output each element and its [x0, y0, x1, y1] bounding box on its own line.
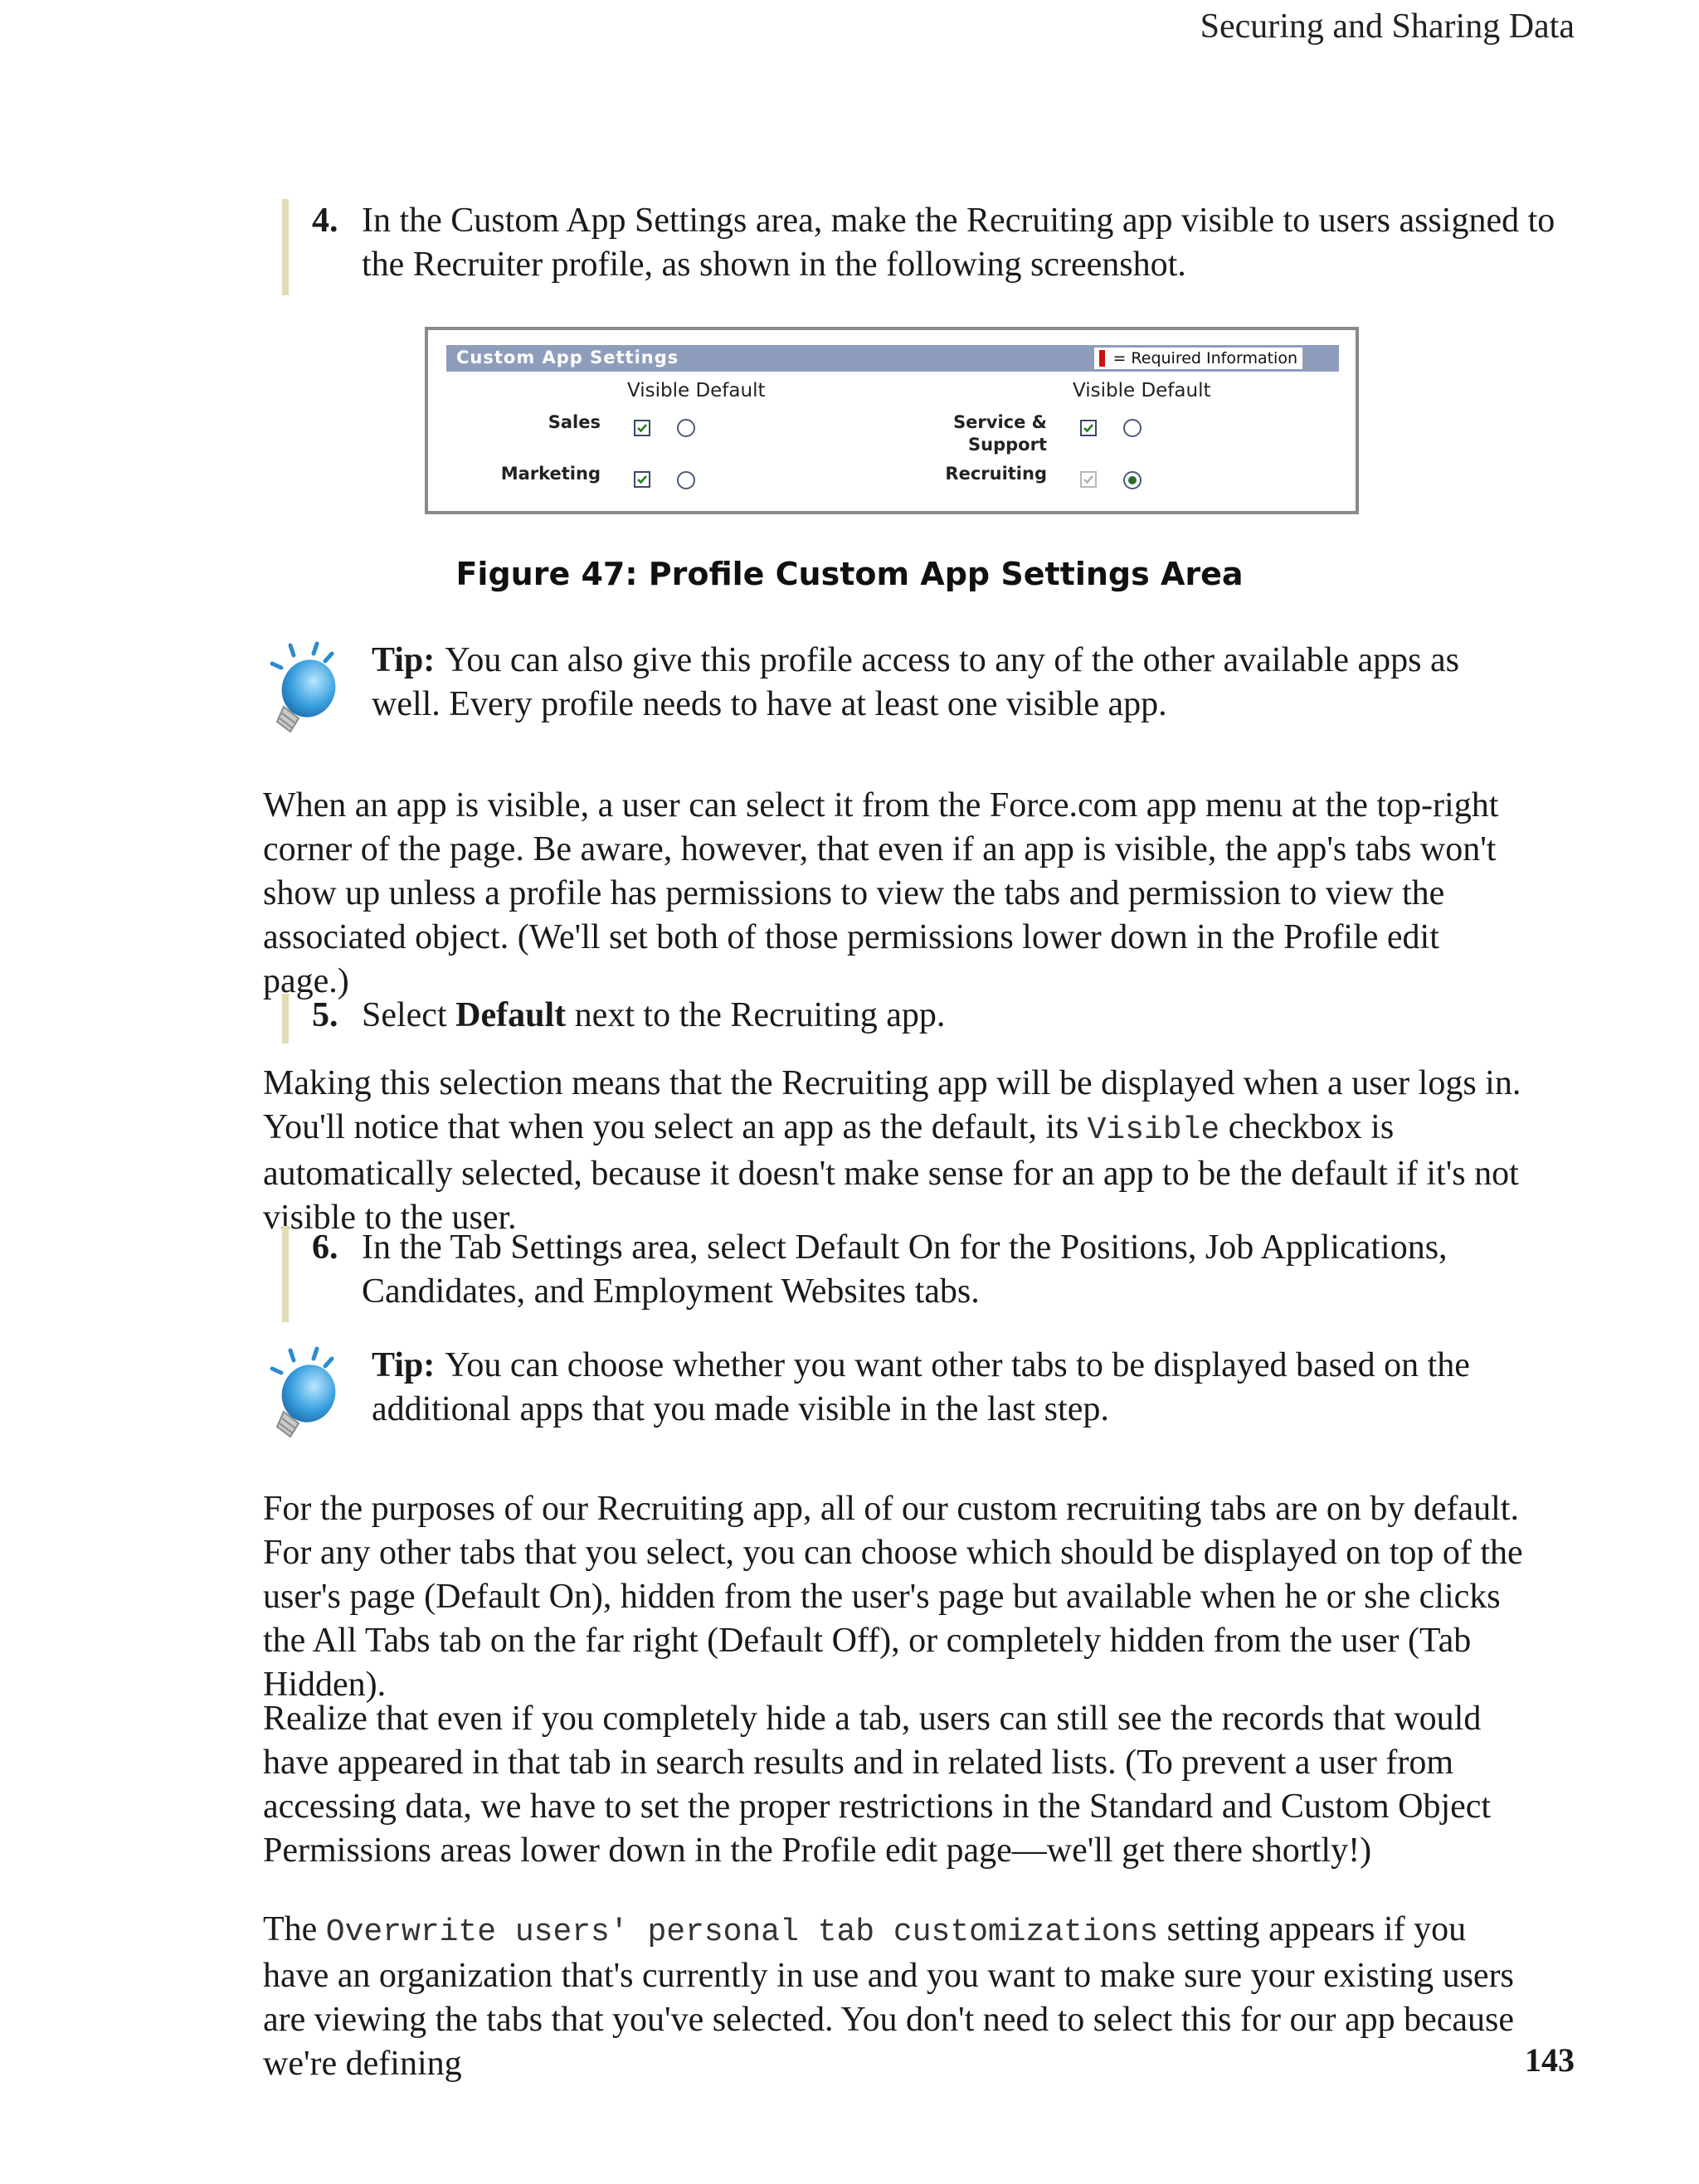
step-text: In the Tab Settings area, select Default On for the Positions, Job Applications, Candidates, and Employment Websites tabs.	[362, 1228, 1448, 1311]
default-radio-sales[interactable]	[677, 419, 695, 437]
tip-body: You can also give this profile access to any of the other available apps as well. Every profile needs to have at least one visible app.	[372, 641, 1459, 723]
checkmark-icon	[1083, 474, 1094, 485]
checkmark-icon	[636, 422, 648, 434]
tip-2	[265, 1344, 1526, 1460]
step-5	[282, 994, 1556, 1043]
required-marker-icon	[1099, 350, 1105, 367]
paragraph-overwrite-setting	[263, 1908, 1524, 2086]
app-label-line-1: Service &	[953, 412, 1047, 432]
default-radio-recruiting[interactable]	[1123, 471, 1142, 489]
visible-checkbox-sales[interactable]	[634, 420, 650, 436]
step-text: In the Custom App Settings area, make the Recruiting app visible to users assigned to the Recruiter profile, as shown in the following screenshot.	[362, 202, 1555, 284]
step-text-after: next to the Recruiting app.	[574, 996, 946, 1034]
step-4	[282, 199, 1556, 295]
step-text	[362, 994, 1556, 1038]
paragraph-tab-defaults: For the purposes of our Recruiting app, all of our custom recruiting tabs are on by default. For any other tabs that you select, you can choose which should be displayed on top of the user's page (Default On), hidden from the user's page but available when he or she clicks the All Tabs tab on the far right (Default Off), or completely hidden from the user (Tab Hidden).	[263, 1490, 1523, 1704]
checkmark-icon	[636, 474, 648, 485]
visible-checkbox-recruiting	[1080, 471, 1097, 488]
default-radio-service-support[interactable]	[1123, 419, 1142, 437]
tip-text	[372, 639, 1525, 727]
step-number: 6.	[312, 1228, 338, 1267]
tip-body: You can choose whether you want other tabs to be displayed based on the additional apps that you made visible in the last step.	[372, 1346, 1470, 1428]
column-header-right: Visible Default	[1073, 380, 1211, 401]
step-text-bold: Default	[455, 996, 567, 1034]
section-header-bar	[446, 345, 1339, 372]
tip-1	[265, 639, 1526, 755]
section-title: Custom App Settings	[456, 348, 679, 367]
step-text-before: Select	[362, 996, 447, 1034]
step-6	[282, 1226, 1556, 1322]
tip-label: Tip:	[372, 1346, 436, 1384]
required-info-legend	[1094, 348, 1302, 369]
page-number: 143	[1525, 2041, 1575, 2079]
lightbulb-icon	[265, 639, 348, 747]
step-number: 4.	[312, 202, 338, 240]
paragraph-app-visibility: When an app is visible, a user can select it from the Force.com app menu at the top-right corner of the page. Be aware, however, that even if an app is visible, the app's tabs won't show up unless a profile has permissions to view the tabs and permission to view the associated object. (We'll set both of those permissions lower down in the Profile edit page.)	[263, 786, 1499, 1000]
paragraph-hidden-tabs: Realize that even if you completely hide a tab, users can still see the records that would have appeared in that tab in search results and in related lists. (To prevent a user from accessing data, we have to set the proper restrictions in the Standard and Custom Object Permissions areas lower down in the Profile edit page—we'll get there shortly!)	[263, 1700, 1492, 1870]
app-label-recruiting: Recruiting	[945, 464, 1047, 484]
radio-selected-dot	[1128, 476, 1137, 484]
app-label-line-2: Support	[968, 435, 1047, 455]
app-label-sales: Sales	[548, 412, 601, 432]
step-number: 5.	[312, 996, 338, 1034]
required-info-label: = Required Information	[1112, 349, 1297, 367]
app-label-service-support	[953, 411, 1047, 456]
tip-text	[372, 1344, 1525, 1432]
inline-code-overwrite: Overwrite users' personal tab customizations	[325, 1914, 1159, 1950]
lightbulb-icon	[265, 1344, 348, 1452]
visible-checkbox-marketing[interactable]	[634, 471, 650, 488]
column-header-left: Visible Default	[627, 380, 766, 401]
app-label-marketing: Marketing	[500, 464, 601, 484]
paragraph-default-selection	[263, 1062, 1524, 1240]
paragraph-text-before: The	[263, 1910, 318, 1948]
running-header: Securing and Sharing Data	[1200, 7, 1575, 46]
default-radio-marketing[interactable]	[677, 471, 695, 489]
inline-code-visible: Visible	[1087, 1112, 1220, 1148]
visible-checkbox-service-support[interactable]	[1080, 420, 1097, 436]
paragraph-text-before: Making this selection means that the Recruiting app will be displayed when a user logs in. You'll notice that when you select an app as the default, its	[263, 1064, 1521, 1146]
checkmark-icon	[1083, 422, 1094, 434]
custom-app-settings-figure	[425, 327, 1359, 514]
tip-label: Tip:	[372, 641, 436, 679]
paragraph-text-after: setting appears if you have an organization that's currently in use and you want to make sure your existing users are viewing the tabs that you've selected. You don't need to select this for our app because we're defining	[263, 1910, 1515, 2083]
paragraph-text-after: checkbox is automatically selected, because it doesn't make sense for an app to be the default if it's not visible to the user.	[263, 1108, 1519, 1237]
figure-caption: Figure 47: Profile Custom App Settings Area	[455, 556, 1244, 592]
